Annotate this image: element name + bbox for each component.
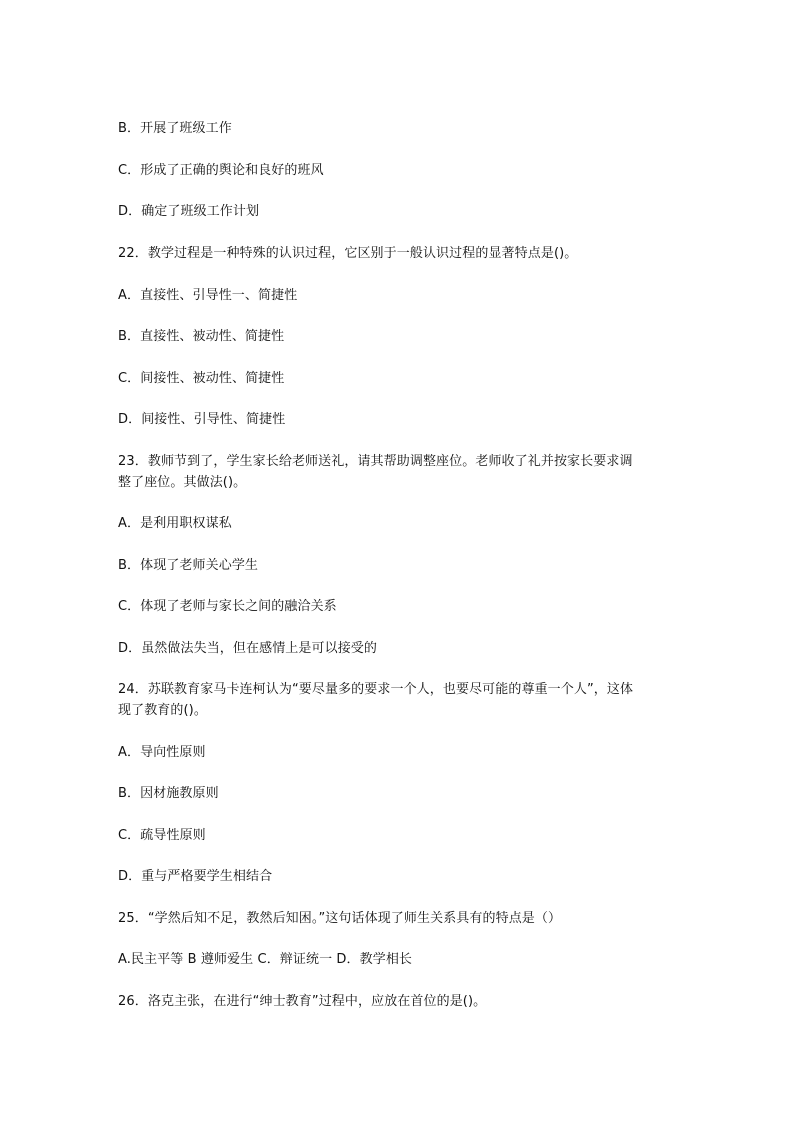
option-a-q24: A．导向性原则 — [118, 745, 206, 760]
question-23-line-1: 23．教师节到了，学生家长给老师送礼，请其帮助调整座位。老师收了礼并按家长要求调 — [118, 454, 633, 469]
option-d-q24: D．重与严格要学生相结合 — [118, 869, 273, 884]
option-a-q23: A．是利用职权谋私 — [118, 516, 232, 531]
option-b-q23: B．体现了老师关心学生 — [118, 558, 259, 573]
question-23-line-2: 整了座位。其做法()。 — [118, 475, 247, 490]
option-d-q23: D．虽然做法失当，但在感情上是可以接受的 — [118, 641, 378, 656]
option-d-q21: D．确定了班级工作计划 — [118, 204, 260, 219]
question-26: 26．洛克主张，在进行“绅士教育”过程中，应放在首位的是()。 — [118, 994, 487, 1009]
question-24-line-1: 24．苏联教育家马卡连柯认为“要尽量多的要求一个人，也要尽可能的尊重一个人”，这体 — [118, 682, 634, 697]
option-c-q23: C．体现了老师与家长之间的融洽关系 — [118, 599, 337, 614]
option-c-q24: C．疏导性原则 — [118, 828, 206, 843]
option-b-q22: B．直接性、被动性、简捷性 — [118, 329, 285, 344]
option-c-q22: C．间接性、被动性、简捷性 — [118, 371, 285, 386]
option-d-q22: D．间接性、引导性、简捷性 — [118, 412, 286, 427]
question-22: 22．教学过程是一种特殊的认识过程，它区别于一般认识过程的显著特点是()。 — [118, 246, 578, 261]
options-q25: A.民主平等 B 遵师爱生 C．辩证统一 D．教学相长 — [118, 952, 413, 967]
option-a-q22: A．直接性、引导性一、简捷性 — [118, 288, 298, 303]
question-24-line-2: 现了教育的()。 — [118, 703, 207, 718]
question-25: 25．“学然后知不足，教然后知困。”这句话体现了师生关系具有的特点是（） — [118, 911, 562, 926]
option-c-q21: C．形成了正确的舆论和良好的班风 — [118, 163, 324, 178]
option-b-q24: B．因材施教原则 — [118, 786, 219, 801]
option-b-q21: B．开展了班级工作 — [118, 121, 232, 136]
